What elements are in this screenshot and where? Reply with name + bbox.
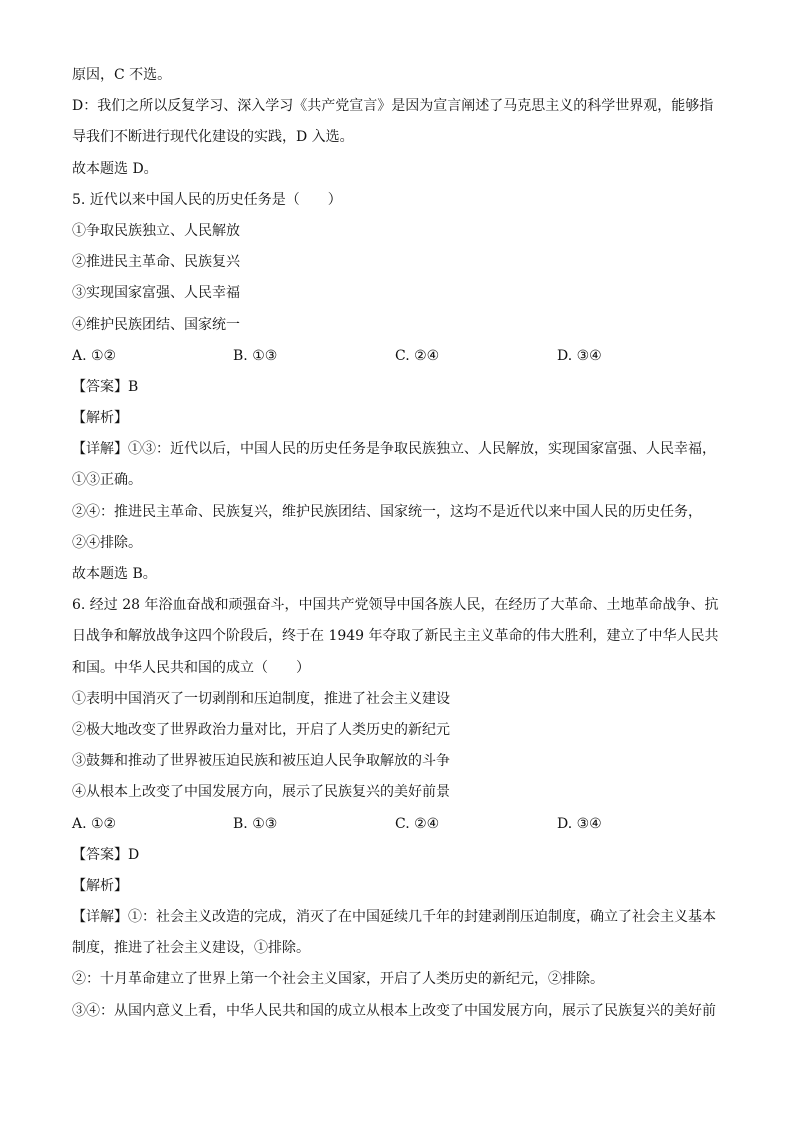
option-a: A. ①②: [72, 347, 117, 364]
explanation-line: ②④：推进民主革命、民族复兴，维护民族团结、国家统一，这均不是近代以来中国人民的历史任务，: [72, 503, 702, 520]
text-line: 故本题选 D。: [72, 160, 158, 177]
statement-item: ③鼓舞和推动了世界被压迫民族和被压迫人民争取解放的斗争: [72, 753, 450, 770]
option-b: B. ①③: [233, 815, 278, 832]
explanation-line: 故本题选 B。: [72, 566, 157, 582]
explanation-line: ①③正确。: [72, 472, 142, 489]
answer-line: 【答案】B: [72, 378, 139, 395]
analysis-label: 【解析】: [72, 877, 128, 894]
text-line: 原因，C 不选。: [72, 67, 172, 83]
explanation-line: 制度，推进了社会主义建设，①排除。: [72, 940, 310, 957]
option-c: C. ②④: [395, 815, 440, 832]
statement-item: ②极大地改变了世界政治力量对比，开启了人类历史的新纪元: [72, 721, 450, 738]
statement-item: ④维护民族团结、国家统一: [72, 316, 240, 333]
explanation-line: 【详解】①：社会主义改造的完成，消灭了在中国延续几千年的封建剥削压迫制度，确立了社会主义基本: [72, 909, 716, 926]
option-d: D. ③④: [557, 347, 602, 364]
previous-question-tail: [72, 60, 722, 185]
question-stem: 6. 经过 28 年浴血奋战和顽强奋斗，中国共产党领导中国各族人民，在经历了大革命、土地革命战争、抗: [72, 597, 719, 614]
option-b: B. ①③: [233, 347, 278, 364]
question-5: [72, 185, 722, 590]
statement-item: ③实现国家富强、人民幸福: [72, 285, 240, 302]
answer-line: 【答案】D: [72, 846, 140, 863]
question-stem: 日战争和解放战争这四个阶段后，终于在 1949 年夺取了新民主主义革命的伟大胜利，建立了中华人民共: [72, 628, 719, 645]
explanation-line: ②：十月革命建立了世界上第一个社会主义国家，开启了人类历史的新纪元，②排除。: [72, 971, 604, 988]
option-a: A. ①②: [72, 815, 117, 832]
answer-options: [72, 341, 722, 372]
analysis-label: 【解析】: [72, 410, 128, 427]
statement-item: ②推进民主革命、民族复兴: [72, 254, 240, 271]
text-line: D：我们之所以反复学习、深入学习《共产党宣言》是因为宣言阐述了马克思主义的科学世界观，能够指: [72, 98, 714, 115]
question-6: [72, 590, 722, 1027]
statement-item: ①表明中国消灭了一切剥削和压迫制度，推进了社会主义建设: [72, 690, 450, 707]
option-d: D. ③④: [557, 815, 602, 832]
answer-options: [72, 809, 722, 840]
question-stem: 5. 近代以来中国人民的历史任务是（ ）: [72, 191, 342, 208]
statement-item: ④从根本上改变了中国发展方向，展示了民族复兴的美好前景: [72, 784, 450, 801]
explanation-line: 【详解】①③：近代以后，中国人民的历史任务是争取民族独立、人民解放，实现国家富强、人民幸福，: [72, 441, 716, 458]
question-stem: 和国。中华人民共和国的成立（ ）: [72, 659, 310, 676]
document-page: [72, 60, 722, 1027]
option-c: C. ②④: [395, 347, 440, 364]
text-line: 导我们不断进行现代化建设的实践，D 入选。: [72, 129, 354, 146]
statement-item: ①争取民族独立、人民解放: [72, 222, 240, 239]
explanation-line: ②④排除。: [72, 534, 142, 551]
explanation-line: ③④：从国内意义上看，中华人民共和国的成立从根本上改变了中国发展方向，展示了民族复兴的美好前: [72, 1002, 716, 1019]
